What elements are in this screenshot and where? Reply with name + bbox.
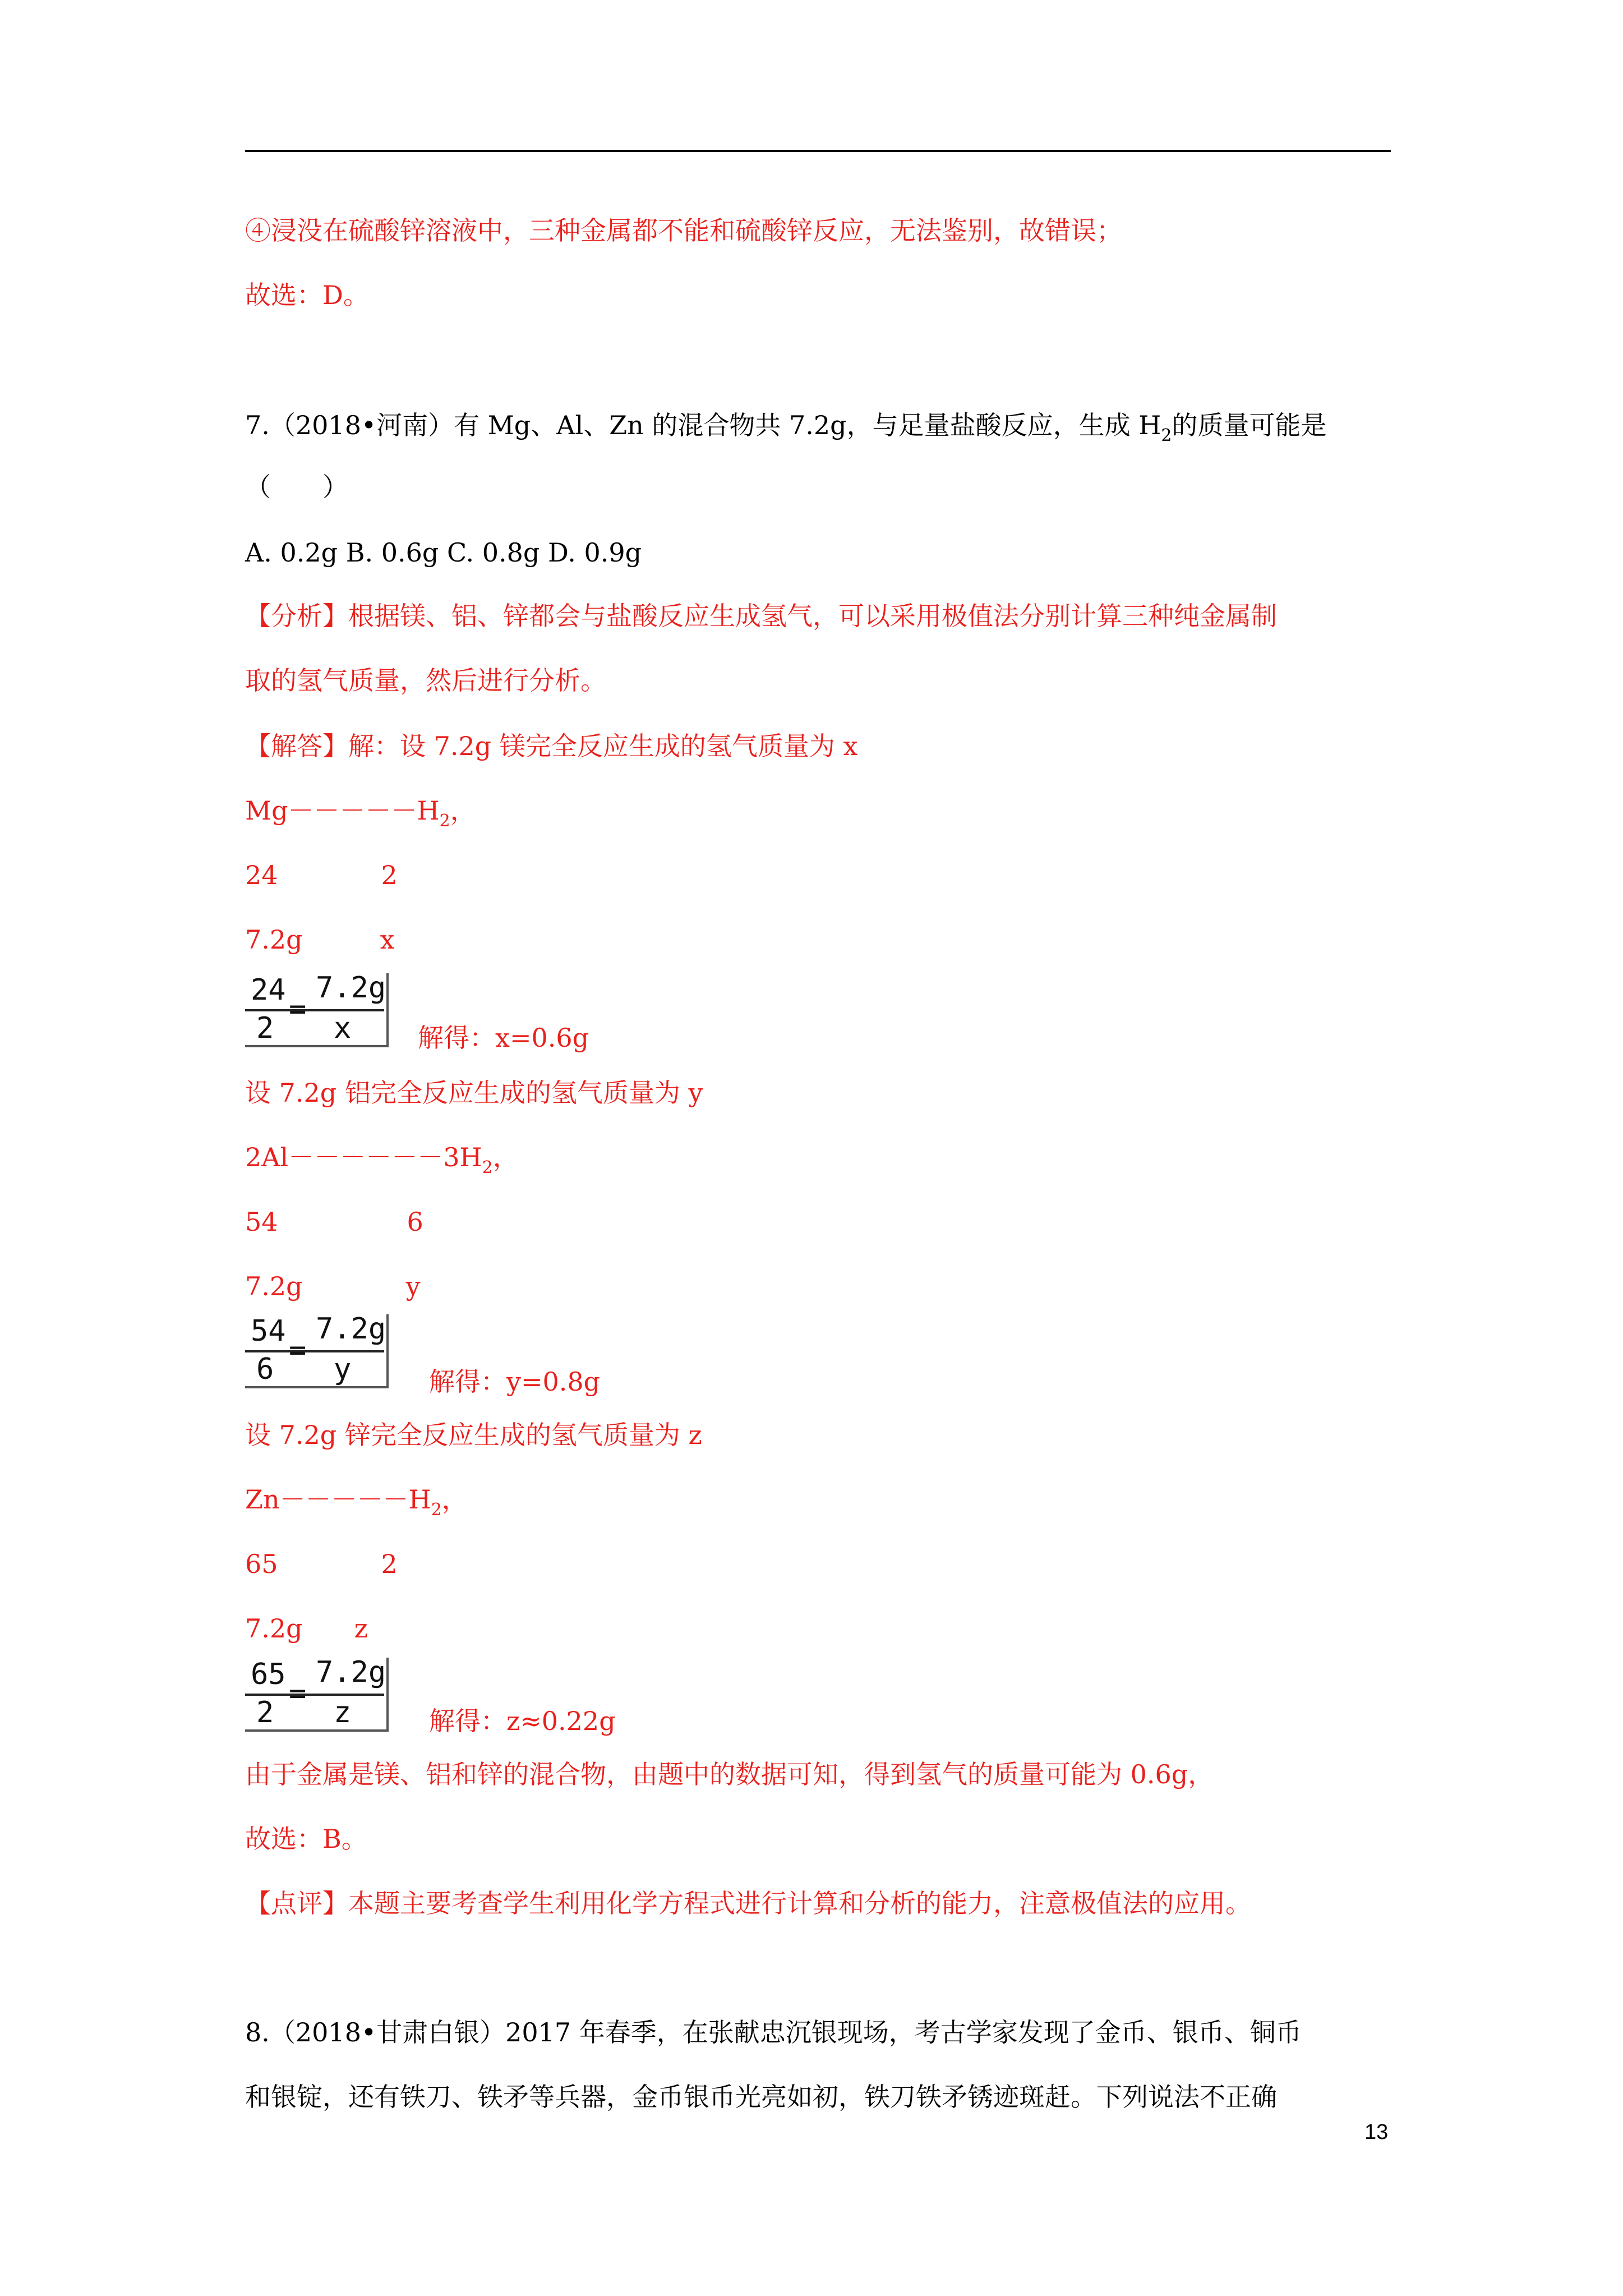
fraction-bar xyxy=(245,1694,384,1696)
mg-frac-d2: x xyxy=(334,1011,352,1045)
fraction-bar xyxy=(245,1350,384,1352)
box-right-edge xyxy=(386,1314,389,1388)
q7-paren: （ ） xyxy=(245,472,348,502)
mg-eq-pre: Mg－－－－－H xyxy=(245,795,440,826)
mg-result: 解得：x=0.6g xyxy=(418,1023,589,1053)
mg-frac-eq: = xyxy=(289,992,307,1026)
box-bottom-edge xyxy=(245,1386,389,1388)
q7-stem-sub: 2 xyxy=(1161,426,1172,445)
zn-masses: 65 2 xyxy=(245,1549,398,1579)
q8-stem-line-2: 和银锭，还有铁刀、铁矛等兵器，金币银币光亮如初，铁刀铁矛锈迹斑赶。下列说法不正确 xyxy=(245,2082,1277,2112)
zn-eq-sub: 2 xyxy=(431,1500,442,1520)
mg-equation xyxy=(245,795,476,831)
zn-frac-d1: 2 xyxy=(256,1696,274,1729)
al-given: 7.2g y xyxy=(245,1271,421,1301)
header-rule xyxy=(245,150,1391,152)
mg-masses: 24 2 xyxy=(245,860,398,890)
mg-fraction-image xyxy=(245,973,389,1047)
zn-frac-n2: 7.2g xyxy=(316,1655,386,1689)
box-bottom-edge xyxy=(245,1045,389,1047)
q7-stem xyxy=(245,410,1327,445)
q7-choice: 故选：B。 xyxy=(245,1824,367,1854)
al-intro: 设 7.2g 铝完全反应生成的氢气质量为 y xyxy=(245,1078,703,1108)
al-frac-eq: = xyxy=(289,1333,307,1367)
al-eq-sub: 2 xyxy=(482,1158,493,1177)
al-frac-d1: 6 xyxy=(256,1352,274,1386)
al-eq-pre: 2Al－－－－－－3H xyxy=(245,1142,482,1172)
q7-answer-intro: 【解答】解：设 7.2g 镁完全反应生成的氢气质量为 x xyxy=(245,731,858,761)
q7-stem-post: 的质量可能是 xyxy=(1172,410,1327,440)
prev-answer-choice: 故选：D。 xyxy=(245,280,369,310)
mg-eq-post: ， xyxy=(450,795,476,826)
q7-analysis: 【分析】根据镁、铝、锌都会与盐酸反应生成氢气，可以采用极值法分别计算三种纯金属制 xyxy=(245,601,1277,631)
box-right-edge xyxy=(386,973,389,1047)
prev-option-4-text: ④浸没在硫酸锌溶液中，三种金属都不能和硫酸锌反应，无法鉴别，故错误； xyxy=(245,215,1122,246)
zn-eq-post: ， xyxy=(441,1484,468,1515)
al-masses: 54 6 xyxy=(245,1207,423,1237)
mg-frac-n1: 24 xyxy=(251,973,286,1007)
zn-result: 解得：z≈0.22g xyxy=(429,1706,616,1736)
al-frac-d2: y xyxy=(334,1352,352,1386)
zn-fraction-image xyxy=(245,1655,389,1732)
al-equation xyxy=(245,1142,519,1177)
zn-given: 7.2g z xyxy=(245,1613,368,1644)
zn-intro: 设 7.2g 锌完全反应生成的氢气质量为 z xyxy=(245,1420,702,1450)
al-result: 解得：y=0.8g xyxy=(429,1366,601,1397)
zn-eq-pre: Zn－－－－－H xyxy=(245,1484,431,1515)
al-frac-n2: 7.2g xyxy=(316,1312,386,1346)
q8-stem-line-1: 8.（2018•甘肃白银）2017 年春季，在张献忠沉银现场，考古学家发现了金币、银币、铜币 xyxy=(245,2017,1302,2047)
q7-options: A. 0.2g B. 0.6g C. 0.8g D. 0.9g xyxy=(245,537,642,568)
box-right-edge xyxy=(386,1658,389,1732)
zn-frac-d2: z xyxy=(334,1696,352,1729)
zn-frac-n1: 65 xyxy=(251,1658,286,1691)
al-eq-post: ， xyxy=(492,1142,519,1172)
q7-conclusion: 由于金属是镁、铝和锌的混合物，由题中的数据可知，得到氢气的质量可能为 0.6g， xyxy=(245,1759,1214,1789)
fraction-bar xyxy=(245,1009,384,1011)
mg-frac-d1: 2 xyxy=(256,1011,274,1045)
q7-analysis-cont: 取的氢气质量，然后进行分析。 xyxy=(245,665,606,696)
q7-comment: 【点评】本题主要考查学生利用化学方程式进行计算和分析的能力，注意极值法的应用。 xyxy=(245,1888,1251,1918)
al-fraction-image xyxy=(245,1314,389,1388)
box-bottom-edge xyxy=(245,1729,389,1732)
mg-frac-n2: 7.2g xyxy=(316,971,386,1005)
mg-eq-sub: 2 xyxy=(439,811,450,831)
page-number: 13 xyxy=(1364,2120,1389,2144)
q7-stem-pre: 7.（2018•河南）有 Mg、Al、Zn 的混合物共 7.2g，与足量盐酸反应，生成 H xyxy=(245,410,1161,440)
mg-given: 7.2g x xyxy=(245,924,395,955)
zn-frac-eq: = xyxy=(289,1677,307,1710)
zn-equation xyxy=(245,1484,468,1520)
al-frac-n1: 54 xyxy=(251,1314,286,1348)
